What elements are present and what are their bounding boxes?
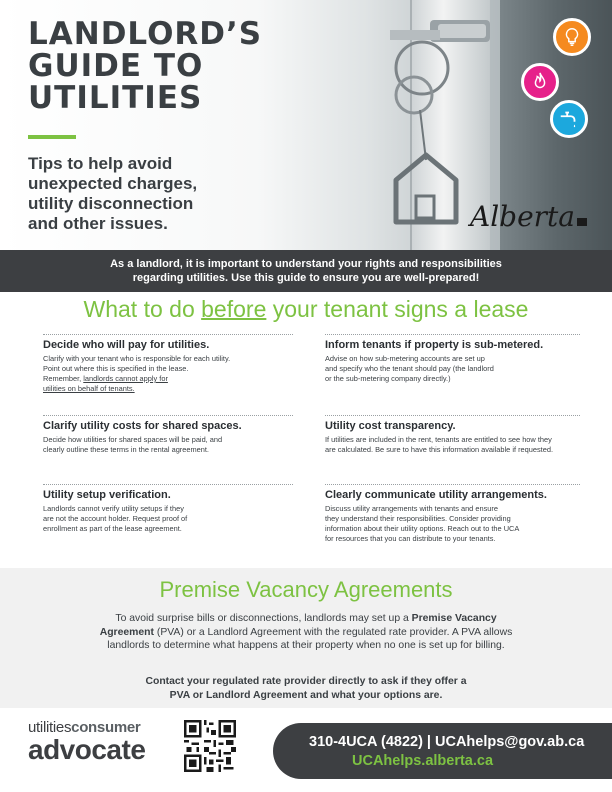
tip-line: and specify who the tenant should pay (the landlord [325,364,494,373]
subtitle [28,154,288,234]
tip-line-prefix: Remember, [43,374,84,383]
tip-title: Utility setup verification. [43,489,171,501]
hero-banner [0,0,612,250]
tip-line: Decide how utilities for shared spaces will be paid, and [43,435,223,444]
pva-contact [60,675,552,702]
tip-line: enrollment as part of the lease agreement. [43,524,182,533]
tip-line: Clarify with your tenant who is responsible for each utility. [43,354,231,363]
tip-body [43,504,293,534]
title-line-2: GUIDE TO [28,48,204,84]
pva-line-1 [60,612,552,626]
tip-body [325,435,580,455]
lightbulb-icon [553,18,591,56]
tip-title: Clarify utility costs for shared spaces. [43,420,242,432]
tip-body [43,354,293,394]
tip-title: Clearly communicate utility arrangements. [325,489,547,501]
title-accent-bar [28,135,76,139]
tip-line: Discuss utility arrangements with tenants and ensure [325,504,498,513]
subtitle-line-4: and other issues. [28,214,168,233]
heading-post: your tenant signs a lease [266,296,529,322]
water-tap-icon [550,100,588,138]
tip-line: If utilities are included in the rent, tenants are entitled to see how they [325,435,552,444]
tip-cost-transparency [325,415,580,455]
tip-title: Decide who will pay for utilities. [43,339,210,351]
tip-communicate-arrangements [325,484,580,544]
uca-logo-word-utilities: utilities [28,719,72,736]
tip-line: Landlords cannot verify utility setups if they [43,504,184,513]
tip-underlined-text: landlords cannot apply for [83,374,168,383]
tip-line: for resources that you can distribute to your tenants. [325,534,496,543]
tip-who-pays [43,334,293,394]
tip-line [43,374,293,384]
pva-contact-line-2: PVA or Landlord Agreement and what your options are. [169,689,443,701]
uca-logo [28,719,145,764]
tip-body [325,504,580,544]
uca-logo-word-consumer: consumer [71,719,141,736]
title-line-1: LANDLORD’S [28,16,263,52]
pva-body [60,612,552,653]
before-section-heading [0,296,612,323]
tip-line: Advise on how sub-metering accounts are set up [325,354,485,363]
page-title [28,18,318,114]
flame-icon [521,63,559,101]
intro-banner [0,250,612,292]
pva-contact-line-1: Contact your regulated rate provider directly to ask if they offer a [145,676,467,687]
tip-line: information about their utility options. Reach out to the UCA [325,524,520,533]
pva-text: To avoid surprise bills or disconnections, landlords may set up a [115,613,412,624]
subtitle-line-1: Tips to help avoid [28,154,173,173]
tip-sub-metered [325,334,580,384]
tip-line: are not the account holder. Request proof of [43,514,188,523]
qr-code-icon[interactable] [184,720,236,772]
tip-body [43,435,293,455]
premise-section-heading: Premise Vacancy Agreements [159,577,453,602]
pva-text: (PVA) or a Landlord Agreement with the regulated rate provider. A PVA allows [153,626,513,638]
subtitle-line-3: utility disconnection [28,194,194,213]
tip-title: Inform tenants if property is sub-metered. [325,339,544,351]
tip-line: they understand their responsibilities. Consider providing [325,514,511,523]
intro-line-1: As a landlord, it is important to understand your rights and responsibilities [110,258,502,270]
heading-pre: What to do [83,296,202,322]
pva-line-3: landlords to determine what happens at their property when no one is set up for billing. [107,640,505,651]
alberta-logo-mark [577,218,587,226]
tip-title: Utility cost transparency. [325,420,456,432]
tip-line: clearly outline these terms in the rental agreement. [43,445,209,454]
tip-underlined-text: utilities on behalf of tenants. [43,384,135,393]
tip-setup-verification [43,484,293,534]
tip-shared-spaces [43,415,293,455]
heading-underlined: before [201,296,267,322]
tip-line: are calculated. Be sure to have this information available if requested. [325,445,554,454]
contact-phone-email[interactable]: 310-4UCA (4822) | UCAhelps@gov.ab.ca [309,734,585,750]
tip-line: Point out where this is specified in the lease. [43,364,189,373]
contact-box [273,723,612,779]
pva-line-2 [60,626,552,640]
tip-line: or the sub-metering company directly.) [325,374,451,383]
alberta-logo [470,200,587,233]
website-link[interactable]: UCAhelps.alberta.ca [352,753,494,769]
subtitle-line-2: unexpected charges, [28,174,198,193]
alberta-logo-text: Alberta [470,200,575,233]
pva-bold-text: Premise Vacancy [411,613,497,624]
pva-bold-text: Agreement [99,626,154,638]
intro-line-2: regarding utilities. Use this guide to ensure you are well-prepared! [132,272,480,284]
uca-logo-bottom: advocate [28,734,146,765]
title-line-3: UTILITIES [28,80,203,116]
tip-body [325,354,580,384]
